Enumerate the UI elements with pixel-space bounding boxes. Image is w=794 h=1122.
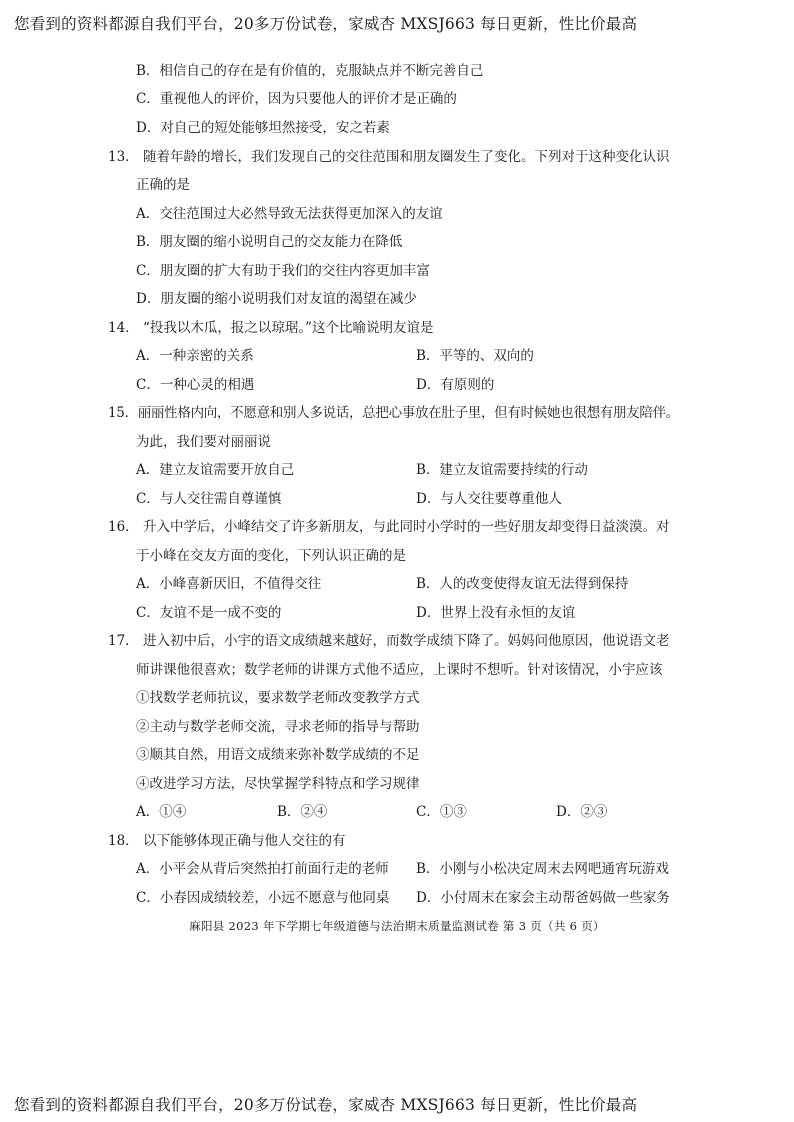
q13-option-d: D．朋友圈的缩小说明我们对友谊的渴望在减少 [136, 291, 417, 307]
q17-option-a: A．①④ [136, 804, 187, 820]
q16-option-c: C．友谊不是一成不变的 [136, 605, 282, 621]
q18-option-d: D．小付周末在家会主动帮爸妈做一些家务 [416, 890, 670, 906]
q14-option-a: A．一种亲密的关系 [136, 348, 254, 364]
q16-option-d: D．世界上没有永恒的友谊 [416, 605, 576, 621]
q18-option-a: A．小平会从背后突然拍打前面行走的老师 [136, 861, 389, 877]
q18-option-b: B．小刚与小松决定周末去网吧通宵玩游戏 [416, 861, 669, 877]
page-footer: 麻阳县 2023 年下学期七年级道德与法治期末质量监测试卷 第 3 页（共 6 页） [189, 919, 605, 933]
q14-option-d: D．有原则的 [416, 377, 495, 393]
q18-option-c: C．小春因成绩较差，小远不愿意与他同桌 [136, 890, 390, 906]
q13-option-a: A．交往范围过大必然导致无法获得更加深入的友谊 [136, 206, 443, 222]
q12-option-b: B．相信自己的存在是有价值的，克服缺点并不断完善自己 [136, 63, 484, 79]
bottom-banner: 您看到的资料都源自我们平台，20多万份试卷，家威杏 MXSJ663 每日更新，性比价最高 [14, 1096, 638, 1114]
q15-option-d: D．与人交往要尊重他人 [416, 491, 562, 507]
q13-stem-line2: 正确的是 [136, 177, 190, 193]
q16-stem-line2: 于小峰在交友方面的变化，下列认识正确的是 [136, 548, 406, 564]
q14-stem: 14． “投我以木瓜，报之以琼琚。”这个比喻说明友谊是 [108, 320, 434, 336]
q17-item-2: ②主动与数学老师交流，寻求老师的指导与帮助 [136, 719, 420, 735]
q17-option-c: C．①③ [416, 804, 467, 820]
q16-option-b: B．人的改变使得友谊无法得到保持 [416, 576, 629, 592]
top-banner: 您看到的资料都源自我们平台，20多万份试卷，家威杏 MXSJ663 每日更新，性比价最高 [14, 15, 638, 33]
q15-option-b: B．建立友谊需要持续的行动 [416, 462, 588, 478]
q13-stem-line1: 13． 随着年龄的增长，我们发现自己的交往范围和朋友圈发生了变化。下列对于这种变化认识 [108, 149, 670, 165]
q15-stem-line1: 15．丽丽性格内向，不愿意和别人多说话，总把心事放在肚子里，但有时候她也很想有朋友陪伴。 [108, 405, 679, 421]
q18-stem: 18． 以下能够体现正确与他人交往的有 [108, 833, 346, 849]
q15-option-a: A．建立友谊需要开放自己 [136, 462, 295, 478]
q13-option-c: C．朋友圈的扩大有助于我们的交往内容更加丰富 [136, 263, 430, 279]
q12-option-c: C．重视他人的评价，因为只要他人的评价才是正确的 [136, 91, 457, 107]
q14-option-b: B．平等的、双向的 [416, 348, 534, 364]
q15-option-c: C．与人交往需自尊谨慎 [136, 491, 282, 507]
q16-option-a: A．小峰喜新厌旧，不值得交往 [136, 576, 322, 592]
q13-option-b: B．朋友圈的缩小说明自己的交友能力在降低 [136, 234, 403, 250]
q17-item-1: ①找数学老师抗议，要求数学老师改变教学方式 [136, 690, 420, 706]
q12-option-d: D．对自己的短处能够坦然接受，安之若素 [136, 120, 390, 136]
q17-option-d: D．②③ [556, 804, 608, 820]
q17-item-4: ④改进学习方法，尽快掌握学科特点和学习规律 [136, 776, 420, 792]
q17-item-3: ③顺其自然，用语文成绩来弥补数学成绩的不足 [136, 747, 420, 763]
q16-stem-line1: 16． 升入中学后，小峰结交了许多新朋友，与此同时小学时的一些好朋友却变得日益淡漠。对 [108, 519, 670, 535]
q15-stem-line2: 为此，我们要对丽丽说 [136, 434, 271, 450]
q14-option-c: C．一种心灵的相遇 [136, 377, 255, 393]
q17-stem-line1: 17． 进入初中后，小宇的语文成绩越来越好，而数学成绩下降了。妈妈问他原因，他说语文老 [108, 633, 670, 649]
q17-stem-line2: 师讲课他很喜欢；数学老师的讲课方式他不适应，上课时不想听。针对该情况，小宇应该 [136, 662, 663, 678]
q17-option-b: B．②④ [277, 804, 328, 820]
